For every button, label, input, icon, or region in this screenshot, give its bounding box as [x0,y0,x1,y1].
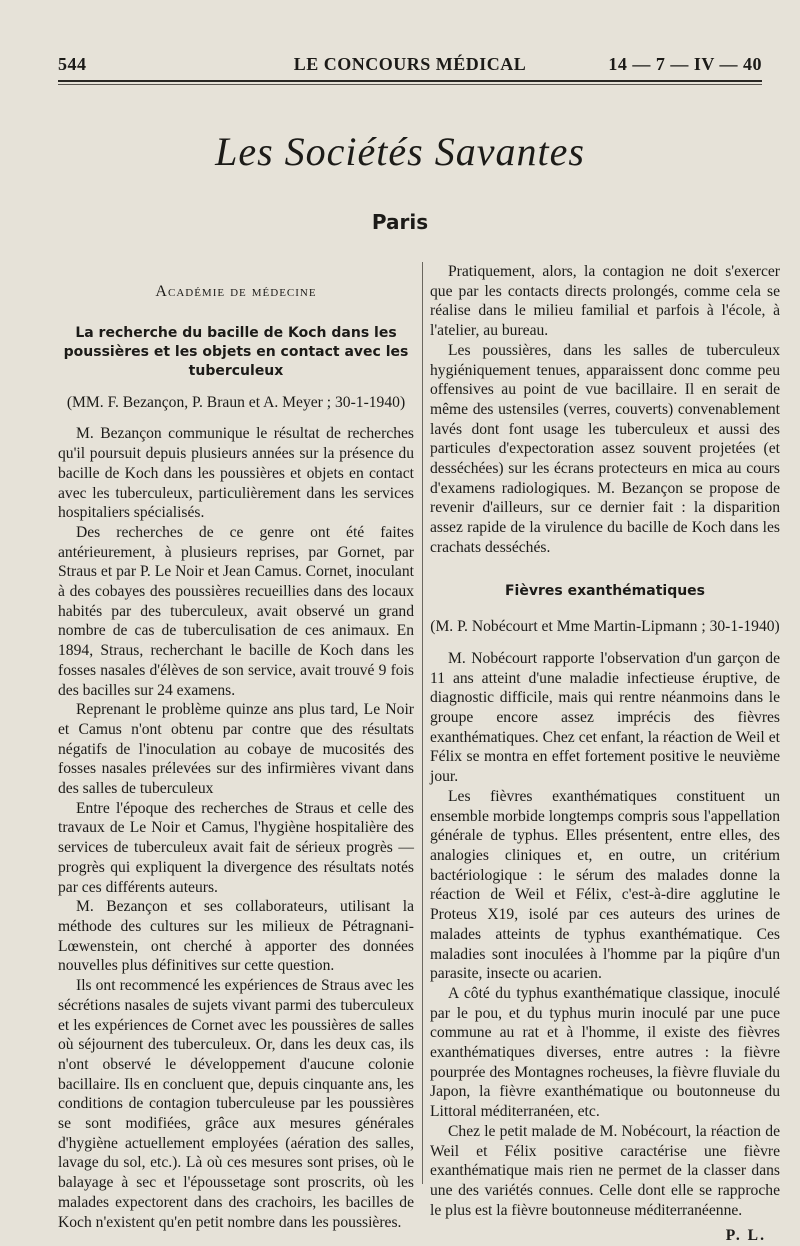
header-rule [58,80,762,82]
paragraph: Les poussières, dans les salles de tuberculeux hygiéniquement tenues, apparaissent donc comme peu offensives au point de vue bacillaire. Il en serait de même des ustensiles (verres, couverts) convenablement lavés dont font usage les tuberculeux et aussi des particules d'expectoration assez souvent projetées (et desséchées) sur les écrans protecteurs en mica au cours d'examens radiologiques. M. Bezançon se propose de revenir d'ailleurs, sur ce dernier fait : la disparition assez rapide de la virulence du bacille de Koch dans les crachats desséchés. [430,341,780,556]
city-heading: Paris [371,210,429,234]
subsection-title: Fièvres exanthématiques [504,582,706,599]
paragraph: Pratiquement, alors, la contagion ne doit s'exercer que par les contacts directs prolongés, comme cela se réalise dans le milieu familial et parfois à l'école, à l'atelier, au bureau. [430,263,780,340]
journal-title: LE CONCOURS MÉDICAL [293,54,527,74]
paragraph: Chez le petit malade de M. Nobécourt, la réaction de Weil et Félix positive caractérise une fièvre exanthématique mais rien ne permet de la classer dans une des variétés connues. Celle dont elle se rapproche le plus est la fièvre boutonneuse méditerranéenne. [430,1122,780,1219]
article-title: La recherche du bacille de Koch dans les poussières et les objets en contact avec les tuberculeux [63,324,409,379]
right-column [430,262,780,1246]
column-divider [422,262,423,1184]
page-number: 544 [58,54,87,74]
paragraph: M. Nobécourt rapporte l'observation d'un garçon de 11 ans atteint d'une maladie infectieuse éruptive, de diagnostic difficile, mais qui rentre néanmoins dans le groupe encore assez imprécis des fièvres exanthématiques. Chez cet enfant, la réaction de Weil et Félix se montra en effet fortement positive le neuvième jour. [430,649,780,786]
paragraph: A côté du typhus exanthématique classique, inoculé par le pou, et du typhus murin inoculé par une puce commune au rat et à l'homme, il existe des fièvres exanthématiques diverses, entre autres : la fièvre pourprée des Montagnes rocheuses, la fièvre fluviale du Japon, la fièvre exanthématique ou boutonneuse du Littoral méditerranéen, etc. [430,984,780,1121]
section-title: Les Sociétés Savantes [215,129,585,174]
paragraph: Des recherches de ce genre ont été faites antérieurement, à plusieurs reprises, par Gornet, par Straus et par P. Le Noir et Jean Camus. Cornet, inoculant à des cobayes des poussières recueillies dans des locaux habités par des tuberculeux, avait observé un grand nombre de cas de tuberculisation de ces animaux. En 1894, Straus, recherchant le bacille de Koch dans les fosses nasales d'élèves de son service, avait trouvé 9 fois des bacilles sur 24 examens. [58,523,414,699]
paragraph: Entre l'époque des recherches de Straus et celle des travaux de Le Noir et Camus, l'hygiène hospitalière des services de tuberculeux avait fait de sérieux progrès — progrès qui expliquent la divergence des résultats notés par ces différents auteurs. [58,799,414,896]
subsection-authors: (M. P. Nobécourt et Mme Martin-Lipmann ; 30-1-1940) [430,618,780,636]
header-rule-thin [58,84,762,85]
paragraph: Les fièvres exanthématiques constituent un ensemble morbide longtemps compris sous l'appellation générale de typhus. Elles présentent, entre elles, des analogies cliniques et, en outre, un critérium bactériologique : le sérum des malades donne la réaction de Weil et Félix, c'est-à-dire agglutine le Proteus X19, isolé par ces auteurs des urines de malades atteints de typhus exanthématique. Ces maladies sont inoculées à l'homme par la piqûre d'un parasite, insecte ou acarien. [430,787,780,983]
paragraph: M. Bezançon et ses collaborateurs, utilisant la méthode des cultures sur les milieux de Pétragnani-Lœwenstein, ont cherché à apporter des données nouvelles plus définitives sur cette question. [58,898,414,975]
paragraph: Ils ont recommencé les expériences de Straus avec les sécrétions nasales de sujets vivant parmi des tuberculeux et les expériences de Cornet avec les poussières de salles où séjournent des tuberculeux. Or, dans les deux cas, ils n'ont observé le développement d'aucune colonie bacillaire. Ils en concluent que, depuis cinquante ans, les conditions de contagion tuberculeuse par les poussières se sont modifiées, grâce aux mesures générales d'hygiène actuellement employées (aération des salles, lavage du sol, etc.). Là où ces mesures sont prises, où le balayage à sec et l'époussetage sont proscrits, où les malades expectorent dans des crachoirs, les bacilles de Koch n'existent qu'en petit nombre dans les poussières. [58,977,414,1231]
article-authors: (MM. F. Bezançon, P. Braun et A. Meyer ; 30-1-1940) [66,393,406,411]
left-column [58,262,414,1232]
page-header [58,54,762,80]
issue-date: 14 — 7 — IV — 40 [608,54,762,74]
academie-heading: Académie de médecine [155,283,317,300]
paragraph: Reprenant le problème quinze ans plus tard, Le Noir et Camus n'ont obtenu par contre que des résultats négatifs de l'inoculation au cobaye de mucosités des fosses nasales prélevées sur des infirmières vivant dans des salles de tuberculeux [58,701,414,798]
signature: P. L. [725,1227,766,1245]
paragraph: M. Bezançon communique le résultat de recherches qu'il poursuit depuis plusieurs années sur la présence du bacille de Koch dans les poussières et objets en contact avec les tuberculeux, particulièrement dans les services hospitaliers spécialisés. [58,425,414,522]
